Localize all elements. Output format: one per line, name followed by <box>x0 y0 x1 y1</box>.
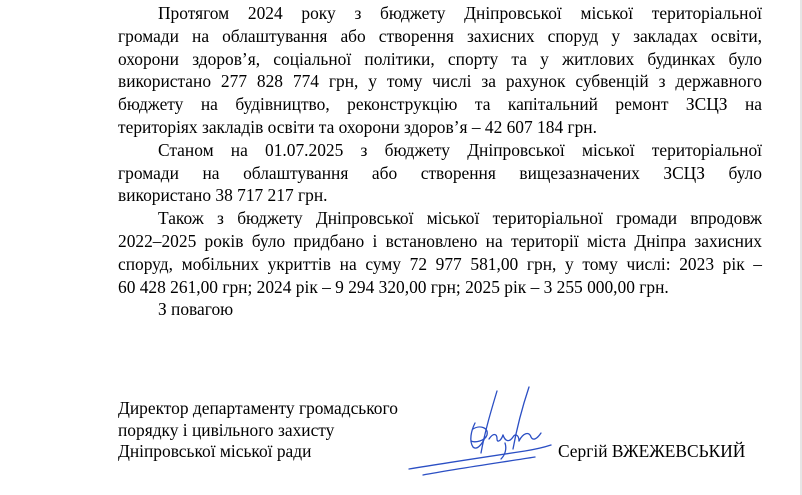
text-line: охорони здоров’я, соціальної політики, спорту та у житлових будинках було <box>118 48 762 69</box>
text-line: бюджету на будівництво, реконструкцію та капітальний ремонт ЗСЦЗ на <box>118 94 762 115</box>
letter-body <box>118 2 762 298</box>
position-line: порядку і цивільного захисту <box>118 419 335 440</box>
paragraph-mobile-shelters <box>118 207 762 298</box>
text-line: 2022–2025 років було придбано і встановлено на території міста Дніпра захисних <box>118 230 762 251</box>
text-line: територіях закладів освіти та охорони здоров’я – 42 607 184 грн. <box>118 116 597 137</box>
paragraph-2025-spending <box>118 139 762 207</box>
position-line: Директор департаменту громадського <box>118 398 398 418</box>
text-line: громади на облаштування або створення вищезазначених ЗСЦЗ було <box>118 162 762 183</box>
text-line: споруд, мобільних укриттів на суму 72 977 581,00 грн, у тому числі: 2023 рік – <box>118 253 762 274</box>
text-line: громади на облаштування або створення захисних споруд у закладах освіти, <box>118 25 762 46</box>
text-line: використано 277 828 774 грн, у тому числі за рахунок субвенцій з державного <box>118 71 762 92</box>
signer-name: Сергій ВЖЕЖЕВСЬКИЙ <box>558 441 746 461</box>
text-line: Також з бюджету Дніпровської міської територіальної громади впродовж <box>158 208 762 229</box>
text-line: 60 428 261,00 грн; 2024 рік – 9 294 320,00 грн; 2025 рік – 3 255 000,00 грн. <box>118 276 669 297</box>
text-line: Протягом 2024 року з бюджету Дніпровської міської територіальної <box>158 3 762 23</box>
text-line: використано 38 717 217 грн. <box>118 185 328 206</box>
paragraph-2024-spending <box>118 2 762 139</box>
signer-position <box>118 398 398 463</box>
handwritten-signature <box>405 383 575 478</box>
text-line: Станом на 01.07.2025 з бюджету Дніпровської міської територіальної <box>158 139 762 160</box>
signature-strokes <box>409 387 551 475</box>
closing-regards: З повагою <box>158 299 234 319</box>
position-line: Дніпровської міської ради <box>118 441 312 461</box>
